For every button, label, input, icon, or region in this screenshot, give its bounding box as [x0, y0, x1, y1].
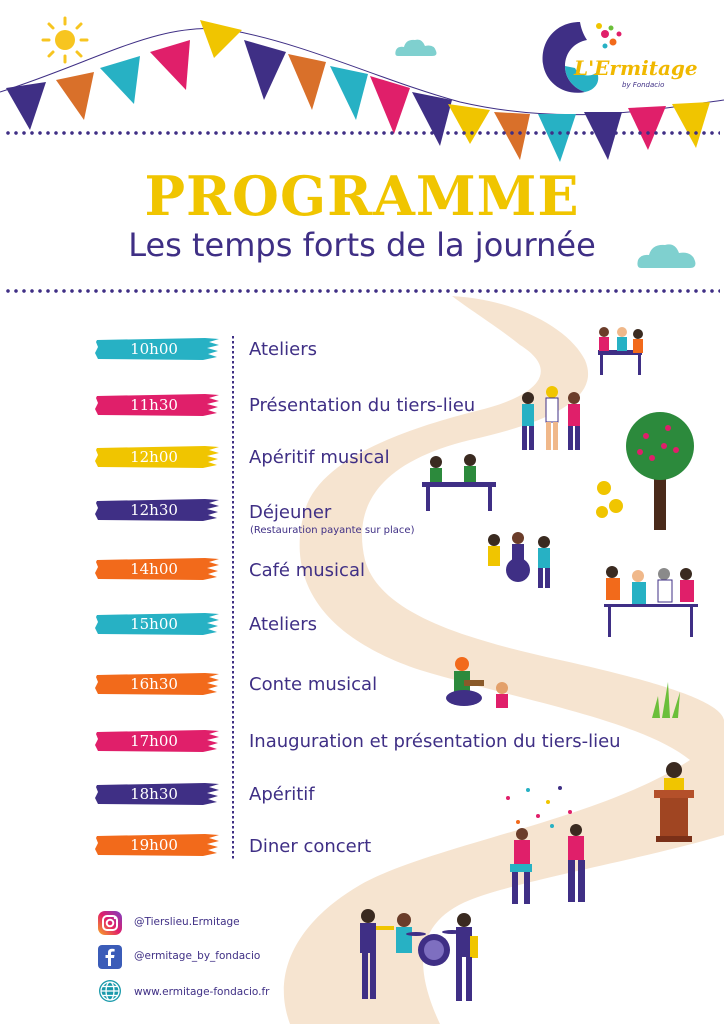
time-label: 16h30	[130, 675, 178, 693]
facebook-icon[interactable]	[97, 944, 123, 970]
time-badge	[95, 672, 220, 696]
brand-name: L'Ermitage	[574, 56, 698, 80]
event-label: Apéritif musical	[249, 447, 390, 468]
event-note: (Restauration payante sur place)	[250, 525, 415, 536]
musicians-illustration	[514, 382, 590, 454]
facebook-handle[interactable]: @ermitage_by_fondacio	[134, 950, 261, 962]
page-subtitle: Les temps forts de la journée	[128, 226, 596, 264]
brand-byline: by Fondacio	[622, 81, 665, 89]
time-badge	[95, 557, 220, 581]
cafe-group-illustration	[598, 562, 702, 642]
event-label: Ateliers	[249, 614, 317, 635]
jazz-band-illustration	[352, 906, 492, 1006]
time-badge	[95, 337, 220, 361]
website-link[interactable]: www.ermitage-fondacio.fr	[134, 986, 270, 998]
time-badge	[95, 498, 220, 522]
apple-tree-illustration	[624, 406, 696, 530]
time-badge	[95, 445, 220, 469]
event-label: Présentation du tiers-lieu	[249, 395, 476, 416]
time-label: 17h00	[130, 732, 178, 750]
time-badge	[95, 782, 220, 806]
event-label: Conte musical	[249, 674, 378, 695]
chicks-illustration	[592, 474, 628, 520]
aperitif-table-illustration	[420, 452, 498, 512]
dotted-divider-top	[4, 131, 720, 135]
event-label: Déjeuner	[249, 502, 332, 523]
grass-illustration	[648, 676, 688, 718]
event-label: Inauguration et présentation du tiers-lieu	[249, 731, 621, 752]
time-label: 15h00	[130, 615, 178, 633]
timeline-divider	[232, 336, 234, 860]
instagram-icon[interactable]	[97, 910, 123, 936]
dotted-divider-bottom	[4, 289, 720, 293]
celebration-illustration	[488, 782, 608, 912]
time-label: 11h30	[130, 396, 178, 414]
time-badge	[95, 393, 220, 417]
event-label: Apéritif	[249, 784, 315, 805]
storyteller-illustration	[442, 654, 514, 714]
event-label: Diner concert	[249, 836, 372, 857]
time-label: 14h00	[130, 560, 178, 578]
globe-icon[interactable]	[97, 978, 123, 1004]
time-label: 10h00	[130, 340, 178, 358]
workshop-people-illustration	[588, 322, 654, 378]
instagram-handle[interactable]: @Tierslieu.Ermitage	[134, 916, 240, 928]
time-badge	[95, 729, 220, 753]
time-label: 12h00	[130, 448, 178, 466]
time-badge	[95, 612, 220, 636]
band-illustration	[480, 528, 560, 590]
event-label: Café musical	[249, 560, 365, 581]
time-label: 19h00	[130, 836, 178, 854]
time-label: 12h30	[130, 501, 178, 519]
time-label: 18h30	[130, 785, 178, 803]
event-label: Ateliers	[249, 339, 317, 360]
podium-speaker-illustration	[648, 760, 700, 842]
time-badge	[95, 833, 220, 857]
page-title: PROGRAMME	[144, 164, 580, 228]
